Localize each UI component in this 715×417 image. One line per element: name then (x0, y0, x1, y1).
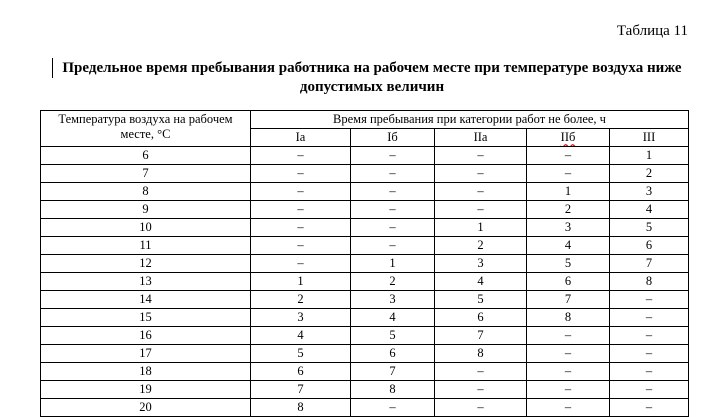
table-row (41, 345, 689, 363)
exposure-time-table (40, 110, 689, 417)
time-cell: – (527, 381, 610, 399)
time-cell: 7 (251, 381, 351, 399)
time-cell: 1 (435, 219, 527, 237)
time-cell: 7 (610, 255, 689, 273)
table-row (41, 309, 689, 327)
time-cell: – (251, 165, 351, 183)
temperature-cell: 20 (41, 399, 251, 417)
table-row (41, 219, 689, 237)
time-cell: 6 (610, 237, 689, 255)
temperature-cell: 8 (41, 183, 251, 201)
table-row (41, 201, 689, 219)
time-cell: 7 (435, 327, 527, 345)
temperature-cell: 19 (41, 381, 251, 399)
table-row (41, 291, 689, 309)
time-cell: – (527, 147, 610, 165)
time-cell: – (527, 399, 610, 417)
header-temperature: Температура воздуха на рабочем месте, °С (41, 111, 251, 147)
time-cell: 2 (610, 165, 689, 183)
time-cell: 8 (251, 399, 351, 417)
header-category-ib: Iб (351, 129, 435, 147)
time-cell: – (351, 147, 435, 165)
time-cell: – (435, 399, 527, 417)
time-cell: 4 (435, 273, 527, 291)
time-cell: – (435, 201, 527, 219)
time-cell: 6 (351, 345, 435, 363)
time-cell: 3 (527, 219, 610, 237)
table-row (41, 255, 689, 273)
time-cell: 6 (527, 273, 610, 291)
time-cell: 2 (435, 237, 527, 255)
table-row (41, 363, 689, 381)
time-cell: 5 (351, 327, 435, 345)
table-row (41, 381, 689, 399)
table-row (41, 399, 689, 417)
time-cell: 3 (610, 183, 689, 201)
time-cell: – (251, 219, 351, 237)
temperature-cell: 15 (41, 309, 251, 327)
temperature-cell: 7 (41, 165, 251, 183)
time-cell: 3 (351, 291, 435, 309)
time-cell: 8 (435, 345, 527, 363)
time-cell: 3 (251, 309, 351, 327)
time-cell: – (610, 345, 689, 363)
table-row (41, 183, 689, 201)
time-cell: – (435, 381, 527, 399)
time-cell: – (527, 363, 610, 381)
table-row (41, 273, 689, 291)
time-cell: 8 (527, 309, 610, 327)
time-cell: – (251, 237, 351, 255)
time-cell: – (527, 327, 610, 345)
temperature-cell: 14 (41, 291, 251, 309)
time-cell: 1 (527, 183, 610, 201)
time-cell: 6 (251, 363, 351, 381)
time-cell: 7 (527, 291, 610, 309)
time-cell: 6 (435, 309, 527, 327)
temperature-cell: 10 (41, 219, 251, 237)
time-cell: – (251, 183, 351, 201)
time-cell: 2 (251, 291, 351, 309)
header-category-iii: III (610, 129, 689, 147)
header-category-iib: IIб (527, 129, 610, 147)
time-cell: – (351, 399, 435, 417)
temperature-cell: 16 (41, 327, 251, 345)
time-cell: – (610, 363, 689, 381)
temperature-cell: 6 (41, 147, 251, 165)
temperature-cell: 13 (41, 273, 251, 291)
time-cell: – (527, 345, 610, 363)
time-cell: 4 (610, 201, 689, 219)
temperature-cell: 12 (41, 255, 251, 273)
time-cell: – (610, 399, 689, 417)
header-category-ia: Iа (251, 129, 351, 147)
time-cell: 4 (527, 237, 610, 255)
time-cell: 7 (351, 363, 435, 381)
table-row (41, 237, 689, 255)
time-cell: – (435, 165, 527, 183)
time-cell: – (610, 291, 689, 309)
time-cell: 2 (527, 201, 610, 219)
time-cell: – (351, 183, 435, 201)
time-cell: 5 (610, 219, 689, 237)
table-number: Таблица 11 (616, 23, 688, 39)
time-cell: – (351, 165, 435, 183)
time-cell: 1 (351, 255, 435, 273)
temperature-cell: 17 (41, 345, 251, 363)
table-row (41, 147, 689, 165)
table-row (41, 327, 689, 345)
time-cell: 1 (251, 273, 351, 291)
time-cell: – (435, 147, 527, 165)
time-cell: 8 (351, 381, 435, 399)
time-cell: 5 (251, 345, 351, 363)
time-cell: 8 (610, 273, 689, 291)
time-cell: – (527, 165, 610, 183)
time-cell: – (351, 219, 435, 237)
time-cell: – (351, 237, 435, 255)
time-cell: 4 (351, 309, 435, 327)
time-cell: – (610, 327, 689, 345)
time-cell: – (435, 363, 527, 381)
time-cell: 5 (435, 291, 527, 309)
time-cell: – (435, 183, 527, 201)
time-cell: 5 (527, 255, 610, 273)
temperature-cell: 18 (41, 363, 251, 381)
header-category-iia: IIа (435, 129, 527, 147)
time-cell: 3 (435, 255, 527, 273)
time-cell: 1 (610, 147, 689, 165)
time-cell: – (251, 201, 351, 219)
time-cell: 4 (251, 327, 351, 345)
header-time: Время пребывания при категории работ не более, ч (251, 111, 689, 129)
temperature-cell: 9 (41, 201, 251, 219)
time-cell: – (251, 255, 351, 273)
time-cell: – (251, 147, 351, 165)
table-row (41, 165, 689, 183)
time-cell: – (610, 381, 689, 399)
time-cell: – (351, 201, 435, 219)
document-title: Предельное время пребывания работника на рабочем месте при температуре воздуха ниже допустимых величин (62, 60, 682, 95)
time-cell: 2 (351, 273, 435, 291)
temperature-cell: 11 (41, 237, 251, 255)
time-cell: – (610, 309, 689, 327)
